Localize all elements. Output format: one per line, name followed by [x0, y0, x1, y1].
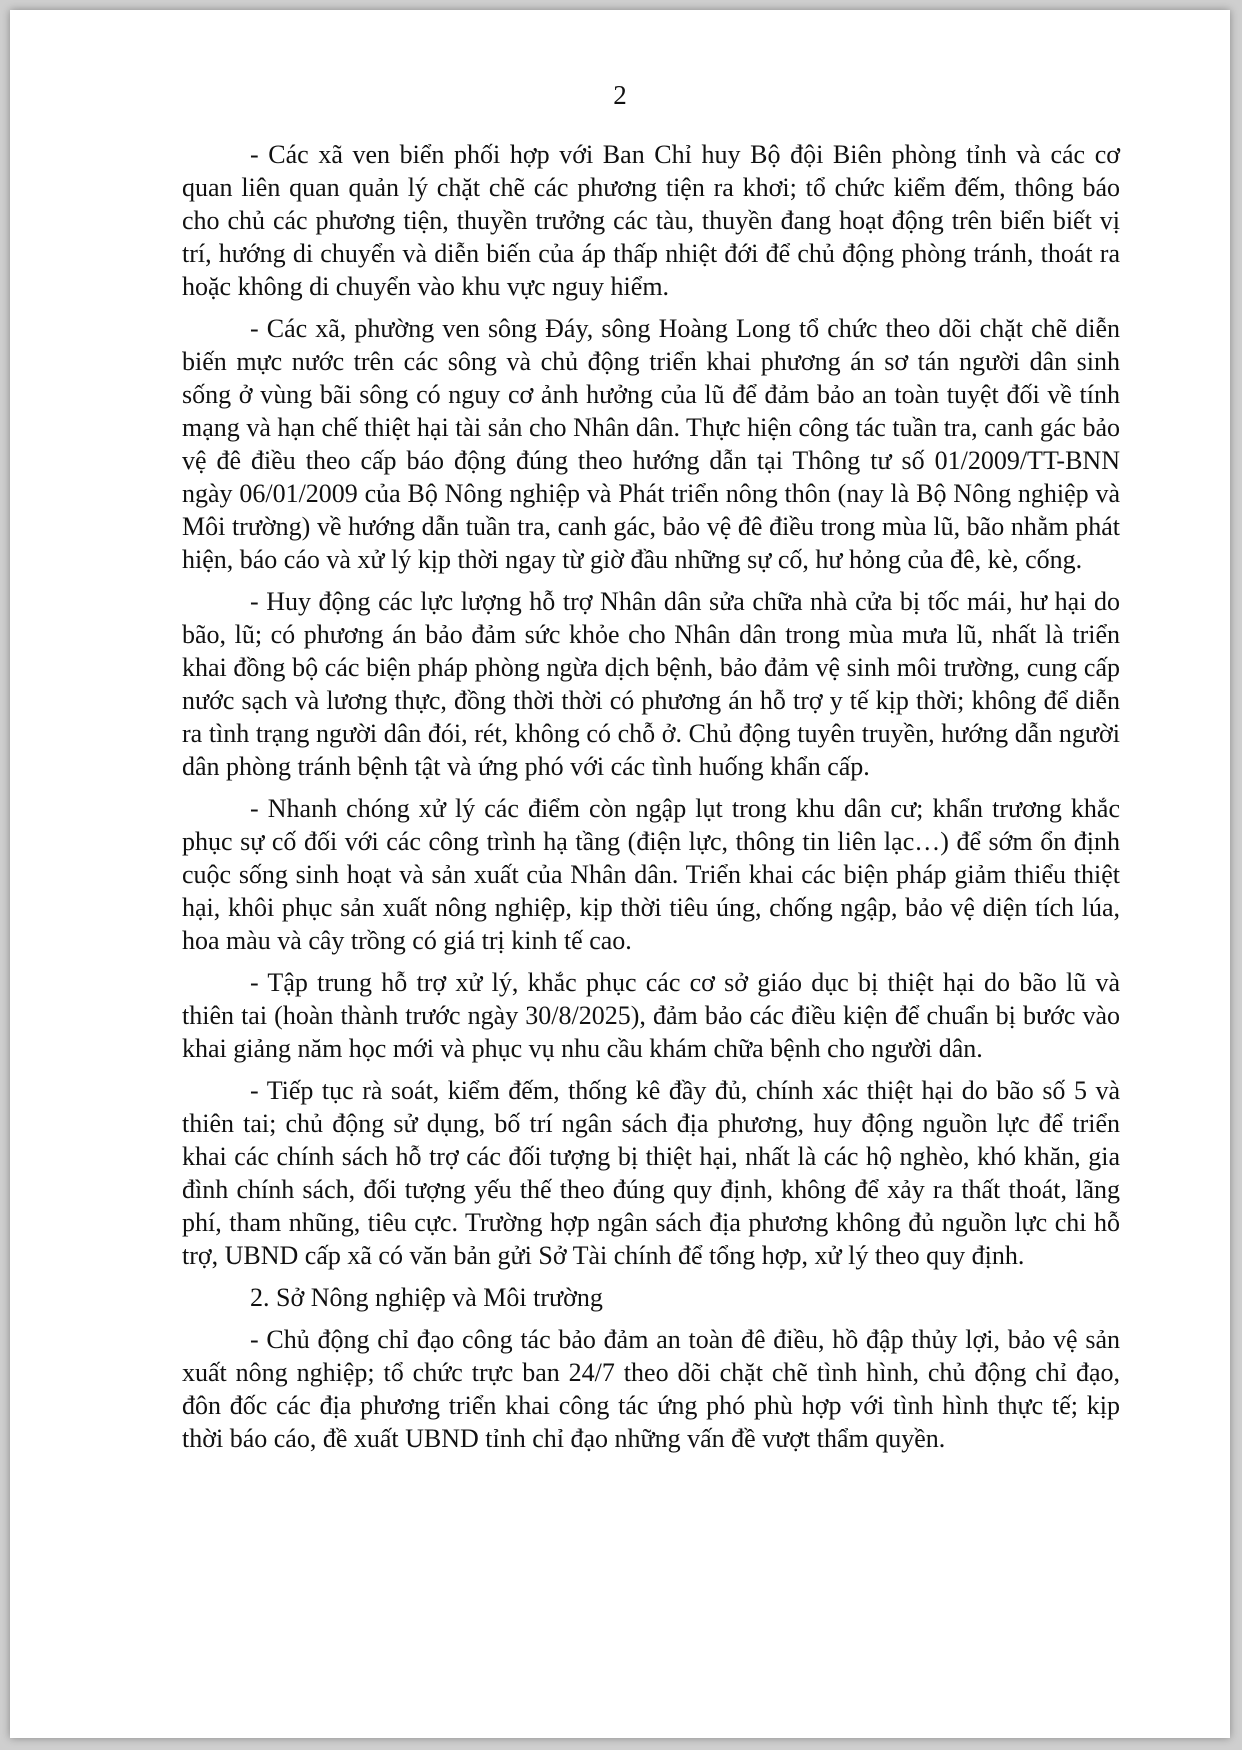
paragraph-mobilize-forces: - Huy động các lực lượng hỗ trợ Nhân dân sửa chữa nhà cửa bị tốc mái, hư hại do bão, lũ; có phương án bảo đảm sức khỏe cho Nhân dân trong mùa mưa lũ, nhất là triển khai đồng bộ các biện pháp phòng ngừa dịch bệnh, bảo đảm vệ sinh môi trường, cung cấp nước sạch và lương thực, đồng thời thời có phương án hỗ trợ y tế kịp thời; không để diễn ra tình trạng người dân đói, rét, không có chỗ ở. Chủ động tuyên truyền, hướng dẫn người dân phòng tránh bệnh tật và ứng phó với các tình huống khẩn cấp. — [182, 587, 1120, 781]
paragraph-coastal-communes: - Các xã ven biển phối hợp với Ban Chỉ huy Bộ đội Biên phòng tỉnh và các cơ quan liên quan quản lý chặt chẽ các phương tiện ra khơi; tổ chức kiểm đếm, thông báo cho chủ các phương tiện, thuyền trưởng các tàu, thuyền đang hoạt động trên biển biết vị trí, hướng di chuyển và diễn biến của áp thấp nhiệt đới để chủ động phòng tránh, thoát ra hoặc không di chuyển vào khu vực nguy hiểm. — [182, 140, 1120, 301]
paragraph-agriculture-dept: - Chủ động chỉ đạo công tác bảo đảm an toàn đê điều, hồ đập thủy lợi, bảo vệ sản xuất nông nghiệp; tổ chức trực ban 24/7 theo dõi chặt chẽ tình hình, chủ động chỉ đạo, đôn đốc các địa phương triển khai công tác ứng phó phù hợp với tình hình thực tế; kịp thời báo cáo, đề xuất UBND tỉnh chỉ đạo những vấn đề vượt thẩm quyền. — [182, 1325, 1120, 1453]
paragraph-damage-review: - Tiếp tục rà soát, kiểm đếm, thống kê đầy đủ, chính xác thiệt hại do bão số 5 và thiên tai; chủ động sử dụng, bố trí ngân sách địa phương, huy động nguồn lực để triển khai các chính sách hỗ trợ các đối tượng bị thiệt hại, nhất là các hộ nghèo, khó khăn, gia đình chính sách, đối tượng yếu thế theo đúng quy định, không để xảy ra thất thoát, lãng phí, tham nhũng, tiêu cực. Trường hợp ngân sách địa phương không đủ nguồn lực chi hỗ trợ, UBND cấp xã có văn bản gửi Sở Tài chính để tổng hợp, xử lý theo quy định. — [182, 1076, 1120, 1270]
page-number: 2 — [613, 80, 627, 110]
document-page — [10, 10, 1230, 1738]
section-heading: 2. Sở Nông nghiệp và Môi trường — [250, 1283, 603, 1312]
document-body — [182, 138, 1120, 1464]
paragraph-riverside-communes: - Các xã, phường ven sông Đáy, sông Hoàng Long tổ chức theo dõi chặt chẽ diễn biến mực nước trên các sông và chủ động triển khai phương án sơ tán người dân sinh sống ở vùng bãi sông có nguy cơ ảnh hưởng của lũ để đảm bảo an toàn tuyệt đối về tính mạng và hạn chế thiệt hại tài sản cho Nhân dân. Thực hiện công tác tuần tra, canh gác bảo vệ đê điều theo cấp báo động đúng theo hướng dẫn tại Thông tư số 01/2009/TT-BNN ngày 06/01/2009 của Bộ Nông nghiệp và Phát triển nông thôn (nay là Bộ Nông nghiệp và Môi trường) về hướng dẫn tuần tra, canh gác, bảo vệ đê điều trong mùa lũ, bão nhằm phát hiện, báo cáo và xử lý kịp thời ngay từ giờ đầu những sự cố, hư hỏng của đê, kè, cống. — [182, 314, 1120, 574]
paragraph-flood-recovery: - Nhanh chóng xử lý các điểm còn ngập lụt trong khu dân cư; khẩn trương khắc phục sự cố đối với các công trình hạ tầng (điện lực, thông tin liên lạc…) để sớm ổn định cuộc sống sinh hoạt và sản xuất của Nhân dân. Triển khai các biện pháp giảm thiểu thiệt hại, khôi phục sản xuất nông nghiệp, kịp thời tiêu úng, chống ngập, bảo vệ diện tích lúa, hoa màu và cây trồng có giá trị kinh tế cao. — [182, 794, 1120, 955]
paragraph-education-support: - Tập trung hỗ trợ xử lý, khắc phục các cơ sở giáo dục bị thiệt hại do bão lũ và thiên tai (hoàn thành trước ngày 30/8/2025), đảm bảo các điều kiện để chuẩn bị bước vào khai giảng năm học mới và phục vụ nhu cầu khám chữa bệnh cho người dân. — [182, 968, 1120, 1063]
